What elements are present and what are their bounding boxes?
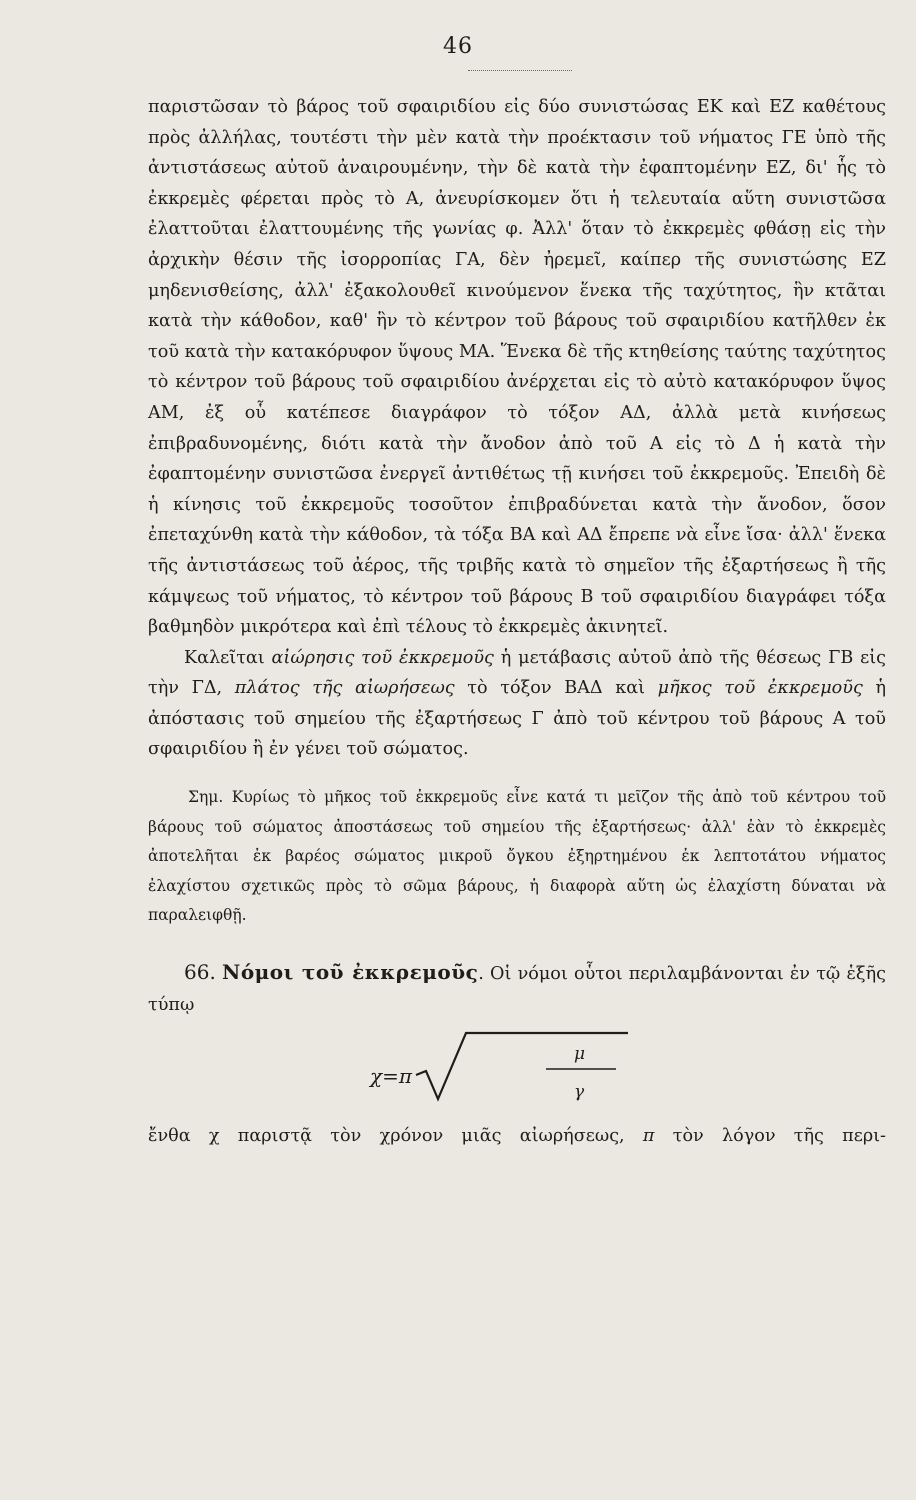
definition-text: τὸ τόξον ΒΑΔ καὶ [454, 678, 658, 699]
symbol-pi: π [642, 1125, 655, 1146]
explanation-text: ἔνθα χ παριστᾷ τὸν χρόνον μιᾶς αἰωρήσεως, [148, 1125, 643, 1146]
section-number: 66. [184, 959, 216, 984]
footnote-remark: Σημ. Κυρίως τὸ μῆκος τοῦ ἐκκρεμοῦς εἶνε κατά τι μεῖζον τῆς ἀπὸ τοῦ κέντρου τοῦ βάρους τοῦ σώματος ἀποστάσεως τοῦ σημείου τῆς ἐξαρτήσεως· ἀλλ' ἐὰν τὸ ἐκκρεμὲς ἀποτελῆται ἐκ βαρέος σώματος μικροῦ ὄγκου ἐξηρτημένου ἐκ λεπτοτάτου νήματος ἐλαχίστου σχετικῶς πρὸς τὸ σῶμα βάρους, ἡ διαφορὰ αὕτη ὡς ἐλαχίστη δύναται νὰ παραλειφθῇ. [148, 788, 886, 925]
formula-numerator: μ [574, 1043, 586, 1064]
page-number: 46 [443, 34, 473, 59]
paragraph-formula-explanation [148, 1121, 886, 1151]
definition-text: ἡ ἀπόστασις τοῦ σημείου τῆς ἐξαρτήσεως Γ ἀπὸ τοῦ κέντρου τοῦ βάρους Α τοῦ σφαιριδίου ἢ ἐν γένει τοῦ σώματος. [148, 678, 886, 760]
definition-text: Καλεῖται [184, 647, 272, 668]
paragraph-definitions [148, 643, 886, 765]
formula-denominator: γ [574, 1081, 585, 1102]
term-oscillation: αἰώρησις τοῦ ἐκκρεμοῦς [271, 647, 494, 668]
explanation-text: τὸν λόγον τῆς περι- [654, 1125, 886, 1146]
section-66 [148, 957, 886, 1021]
paragraph-pendulum-motion: παριστῶσαν τὸ βάρος τοῦ σφαιριδίου εἰς δύο συνιστώσας ΕΚ καὶ ΕΖ καθέτους πρὸς ἀλλήλας, τουτέστι τὴν μὲν κατὰ τὴν προέκτασιν τοῦ νήματος ΓΕ ὑπὸ τῆς ἀντιστάσεως αὐτοῦ ἀναιρουμένην, τὴν δὲ κατὰ τὴν ἐφαπτομένην ΕΖ, δι' ἧς τὸ ἐκκρεμὲς φέρεται πρὸς τὸ Α, ἀνευρίσκομεν ὅτι ἡ τελευταία αὕτη συνιστῶσα ἐλαττοῦται ἐλαττουμένης τῆς γωνίας φ. Ἀλλ' ὅταν τὸ ἐκκρεμὲς φθάσῃ εἰς τὴν ἀρχικὴν θέσιν τῆς ἰσορροπίας ΓΑ, δὲν ἠρεμεῖ, καίπερ τῆς συνιστώσης ΕΖ μηδενισθείσης, ἀλλ' ἐξακολουθεῖ κινούμενον ἕνεκα τῆς ταχύτητος, ἣν κτᾶται κατὰ τὴν κάθοδον, καθ' ἣν τὸ κέντρον τοῦ βάρους τοῦ σφαιριδίου κατῆλθεν ἐκ τοῦ κατὰ τὴν κατακόρυφον ὕψους ΜΑ. Ἕνεκα δὲ τῆς κτηθείσης ταύτης ταχύτητος τὸ κέντρον τοῦ βάρους τοῦ σφαιριδίου ἀνέρχεται εἰς τὸ αὐτὸ κατακόρυφον ὕψος ΑΜ, ἐξ οὗ κατέπεσε διαγράφον τὸ τόξον ΑΔ, ἀλλὰ μετὰ κινήσεως ἐπιβραδυνομένης, διότι κατὰ τὴν ἄνοδον ἀπὸ τοῦ Α εἰς τὸ Δ ἡ κατὰ τὴν ἐφαπτομένην συνιστῶσα ἐνεργεῖ ἀντιθέτως τῇ κινήσει τοῦ ἐκκρεμοῦς. Ἐπειδὴ δὲ ἡ κίνησις τοῦ ἐκκρεμοῦς τοσοῦτον ἐπιβραδύνεται κατὰ τὴν ἄνοδον, ὅσον ἐπεταχύνθη κατὰ τὴν κάθοδον, τὰ τόξα ΒΑ καὶ ΑΔ ἔπρεπε νὰ εἶνε ἴσα· ἀλλ' ἕνεκα τῆς ἀντιστάσεως τοῦ ἀέρος, τῆς τριβῆς κατὰ τὸ σημεῖον τῆς ἐξαρτήσεως ἢ τῆς κάμψεως τοῦ νήματος, τὸ κέντρον τοῦ βάρους Β τοῦ σφαιριδίου διαγράφει τόξα βαθμηδὸν μικρότερα καὶ ἐπὶ τέλους τὸ ἐκκρεμὲς ἀκινητεῖ. [148, 97, 886, 638]
section-title: Νόμοι τοῦ ἐκκρεμοῦς [222, 959, 479, 984]
term-amplitude: πλάτος τῆς αἰωρήσεως [234, 678, 455, 699]
body-text [148, 92, 886, 1151]
definition-text: ἡ μετάβασις αὐτοῦ ἀπὸ τῆς θέσεως ΓΒ εἰς τὴν ΓΔ, [148, 647, 886, 699]
pendulum-formula [148, 1027, 886, 1117]
radical-sign [416, 1033, 628, 1099]
section-intro-text: . Οἱ νόμοι οὗτοι περιλαμβάνονται ἐν τῷ ἑξῆς τύπῳ [148, 963, 887, 1015]
formula-lhs: χ=π [370, 1063, 413, 1088]
header-dotted-rule [468, 70, 572, 71]
term-length: μῆκος τοῦ ἐκκρεμοῦς [657, 678, 863, 699]
formula-graphic [148, 1027, 886, 1117]
